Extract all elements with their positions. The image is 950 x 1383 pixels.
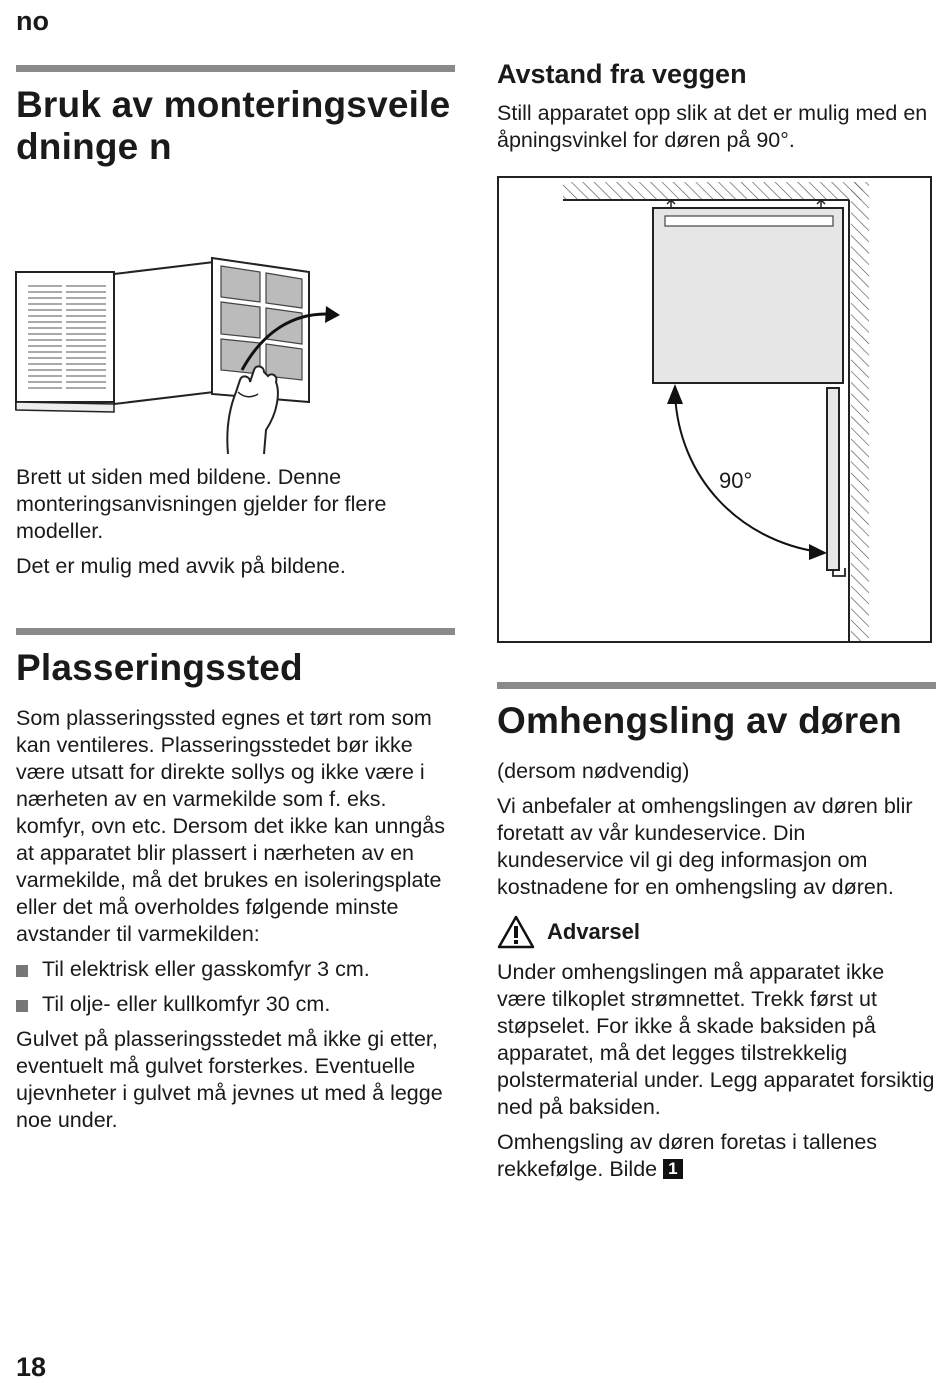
list-item: Til olje- eller kullkomfyr 30 cm.	[16, 991, 448, 1018]
booklet-illustration	[14, 252, 344, 457]
warning-label: Advarsel	[547, 919, 640, 944]
paragraph-floor: Gulvet på plasseringsstedet må ikke gi etter, eventuelt må gulvet forsterkes. Eventuelle ujevnheter i gulvet må jevnes ut med å legge noe under.	[16, 1027, 443, 1132]
section-rule	[16, 65, 455, 72]
paragraph-placement-intro: Som plasseringssted egnes et tørt rom som kan ventileres. Plasseringsstedet bør ikke være utsatt for direkte sollys og ikke være i nærheten av en varmekilde som f. eks. komfyr, ovn etc. Dersom det ikke kan unngås at apparatet blir plassert i nærheten av en varmekilde, må det brukes en isoleringsplate eller det må overholdes følgende minste avstander til varmekilden:	[16, 706, 446, 946]
section-title-avstand: Avstand fra veggen	[497, 59, 747, 89]
section-title-omhengsling: Omhengsling av døren	[497, 700, 902, 741]
paragraph-deviation: Det er mulig med avvik på bildene.	[16, 554, 346, 578]
distance-list	[16, 956, 448, 1018]
page-number: 18	[16, 1352, 47, 1382]
angle-label: 90°	[719, 468, 753, 493]
list-item: Til elektrisk eller gasskomfyr 3 cm.	[16, 956, 448, 983]
section-title-bruk: Bruk av monteringsveiledninge n	[16, 84, 451, 167]
warning-triangle-icon	[497, 915, 535, 949]
bullet-square-icon	[16, 1000, 28, 1012]
paragraph-sequence: Omhengsling av døren foretas i tallenes rekkefølge. Bilde 1	[497, 1130, 878, 1181]
paragraph-warning: Under omhengslingen må apparatet ikke være tilkoplet strømnettet. Trekk først ut støpselet. For ikke å skade baksiden på apparatet, må det legges tilstrekkelig polstermaterial under. Legg apparatet forsiktig ned på baksiden.	[497, 960, 935, 1119]
language-code: no	[16, 6, 49, 36]
section-rule	[497, 682, 936, 689]
paragraph-unfold: Brett ut siden med bildene. Denne monteringsanvisningen gjelder for flere modeller.	[16, 465, 387, 543]
figure-reference-badge: 1	[663, 1159, 682, 1179]
paragraph-service: Vi anbefaler at omhengslingen av døren blir foretatt av vår kundeservice. Din kundeservice vil gi deg informasjon om kostnadene for en omhengsling av døren.	[497, 794, 913, 899]
section-title-plasseringssted: Plasseringssted	[16, 647, 303, 688]
warning-heading	[497, 915, 937, 949]
section-rule	[16, 628, 455, 635]
bullet-square-icon	[16, 965, 28, 977]
paragraph-if-needed: (dersom nødvendig)	[497, 759, 690, 783]
paragraph-wall-distance: Still apparatet opp slik at det er mulig med en åpningsvinkel for døren på 90°.	[497, 101, 928, 152]
door-angle-figure	[497, 176, 932, 643]
